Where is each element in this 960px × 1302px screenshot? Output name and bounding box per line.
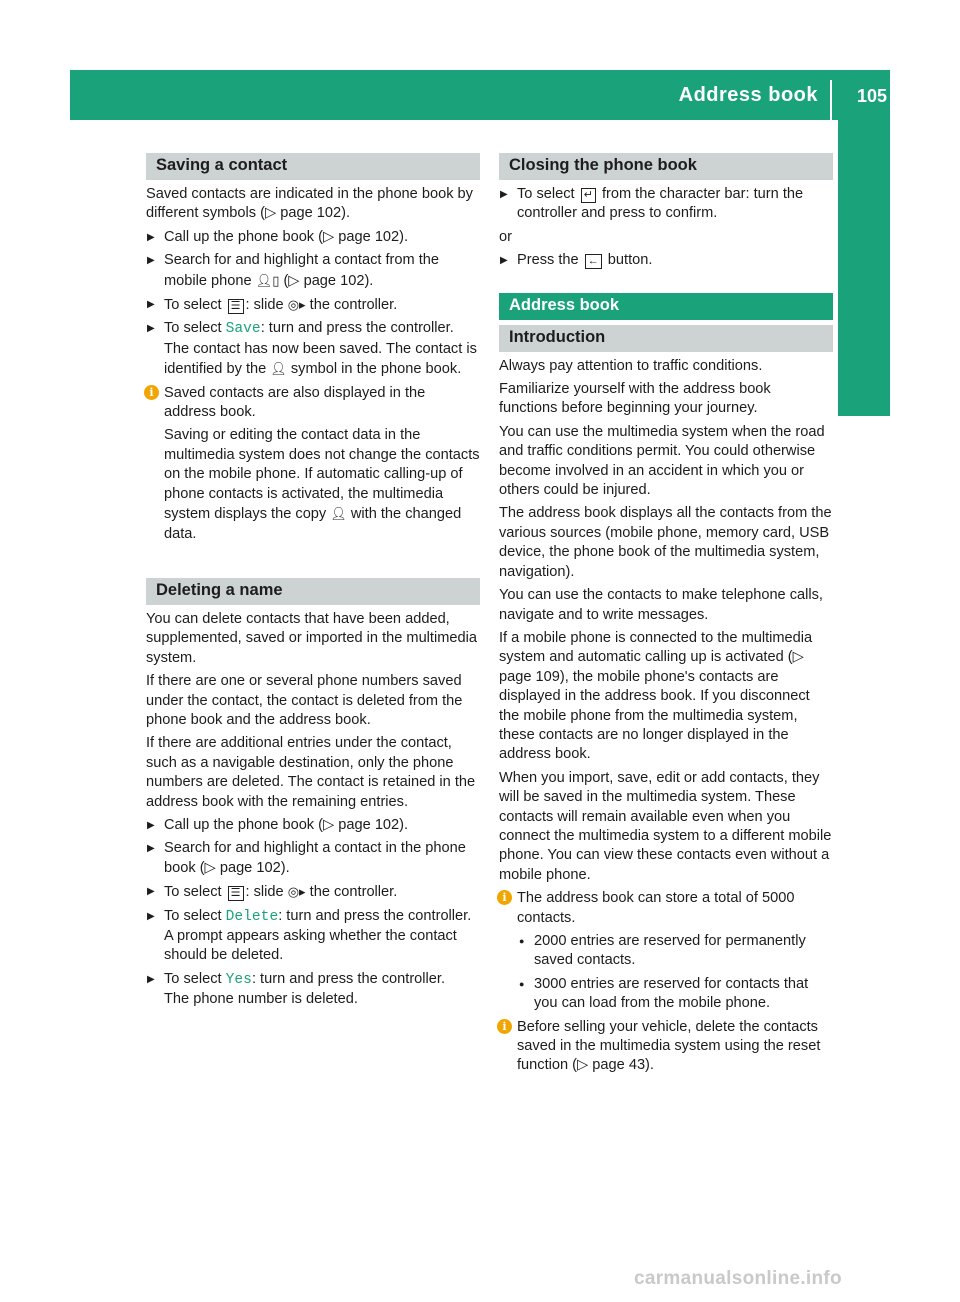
bullet-item: ● 3000 entries are reserved for contacts that you can load from the mobile phone. (499, 975, 833, 1014)
back-icon: ← (585, 254, 602, 269)
section-heading-introduction: Introduction (499, 325, 833, 352)
or-text: or (499, 228, 512, 245)
header-bar (70, 70, 890, 120)
controller-icon: ◎▸ (287, 297, 306, 313)
ab-p4: The address book displays all the contacts from the various sources (mobile phone, memory card, USB device, the phone book of the multimedia system, navigation). (499, 505, 832, 580)
step: ▶ Press the ← button. (499, 251, 833, 270)
step: ▶ To select ↵ from the character bar: turn the controller and press to confirm. (499, 185, 833, 224)
ab-p3: You can use the multimedia system when the road and traffic conditions permit. You could otherwise become involved in an accident in which you or others could be injured. (499, 423, 825, 499)
info-icon: i (497, 1019, 512, 1034)
info-note: i Before selling your vehicle, delete the contacts saved in the multimedia system using the reset function (▷ page 43). (499, 1018, 833, 1076)
step: ▶ Search for and highlight a contact in the phone book (▷ page 102). (146, 839, 480, 878)
ab-p5: You can use the contacts to make telephone calls, navigate and to write messages. (499, 587, 823, 623)
step: ▶ To select Save: turn and press the controller. The contact has now been saved. The contact is identified by the 👤︎ symbol in the phone book. (146, 319, 480, 379)
side-tab-label: Telephone (849, 301, 872, 412)
menu-symbol-icon: ☰ (228, 299, 244, 314)
info-icon: i (497, 890, 512, 905)
step: ▶ Call up the phone book (▷ page 102). (146, 228, 480, 247)
step: ▶ Call up the phone book (▷ page 102). (146, 816, 480, 835)
page-number: 105 (856, 86, 887, 106)
saving-intro: Saved contacts are indicated in the phone book by different symbols (▷ page 102). (146, 186, 473, 222)
ab-p1: Always pay attention to traffic conditions. (499, 357, 763, 374)
section-heading-closing: Closing the phone book (499, 153, 833, 180)
right-column (499, 153, 833, 1080)
step: ▶ To select ☰ : slide ◎▸ the controller. (146, 295, 480, 315)
menu-item-yes: Yes (225, 971, 252, 988)
controller-icon: ◎▸ (287, 884, 306, 900)
watermark: carmanualsonline.info (634, 1268, 842, 1289)
deleting-p3: If there are additional entries under the contact, such as a navigable destination, only the phone numbers are deleted. The contact is retained in the address book with the remaining entries. (146, 735, 476, 810)
step: ▶ To select ☰ : slide ◎▸ the controller. (146, 882, 480, 902)
step: ▶ To select Yes: turn and press the controller. The phone number is deleted. (146, 970, 480, 1010)
ab-p7: When you import, save, edit or add contacts, they will be saved in the multimedia system. These contacts will remain available even when you connect the multimedia system to a different mobile phone. You can view these contacts even without a mobile phone. (499, 769, 832, 883)
step: ▶ To select Delete: turn and press the controller. A prompt appears asking whether the contact should be deleted. (146, 907, 480, 966)
person-icon: 👤︎ (270, 361, 287, 377)
info-note: i The address book can store a total of 5000 contacts. (499, 889, 833, 928)
info-icon: i (144, 385, 159, 400)
person-icon: 👤︎ (330, 506, 347, 522)
header-divider (830, 80, 832, 120)
step: ▶ Search for and highlight a contact from the mobile phone 👤︎▯ (▷ page 102). (146, 251, 480, 291)
section-heading-deleting: Deleting a name (146, 578, 480, 605)
mobile-phone-icon: 👤︎▯ (255, 272, 280, 288)
menu-item-delete: Delete (225, 908, 279, 925)
ab-p6: If a mobile phone is connected to the multimedia system and automatic calling up is activated (▷ page 109), the mobile phone's contacts are displayed in the address book. If you disconnect the mobile phone from the multimedia system, these contacts are no longer displayed in the address book. (499, 629, 813, 763)
menu-item-save: Save (225, 321, 261, 338)
back-icon: ↵ (581, 188, 596, 203)
info-note: i Saved contacts are also displayed in the address book. Saving or editing the contact data in the multimedia system does not change the contacts on the mobile phone. If automatic calling-up of phone contacts is activated, the multimedia system displays the copy 👤︎ with the changed data. (146, 384, 480, 544)
menu-symbol-icon: ☰ (228, 886, 244, 901)
section-heading-address-book: Address book (499, 293, 833, 320)
bullet-item: ● 2000 entries are reserved for permanently saved contacts. (499, 932, 833, 971)
deleting-p2: If there are one or several phone numbers saved under the contact, the contact is deleted from the phone book and the address book. (146, 673, 463, 728)
header-title: Address book (678, 84, 818, 106)
left-column (146, 153, 480, 1014)
section-heading-saving: Saving a contact (146, 153, 480, 180)
deleting-p1: You can delete contacts that have been added, supplemented, saved or imported in the multimedia system. (146, 610, 477, 666)
ab-p2: Familiarize yourself with the address book functions before beginning your journey. (499, 381, 771, 417)
